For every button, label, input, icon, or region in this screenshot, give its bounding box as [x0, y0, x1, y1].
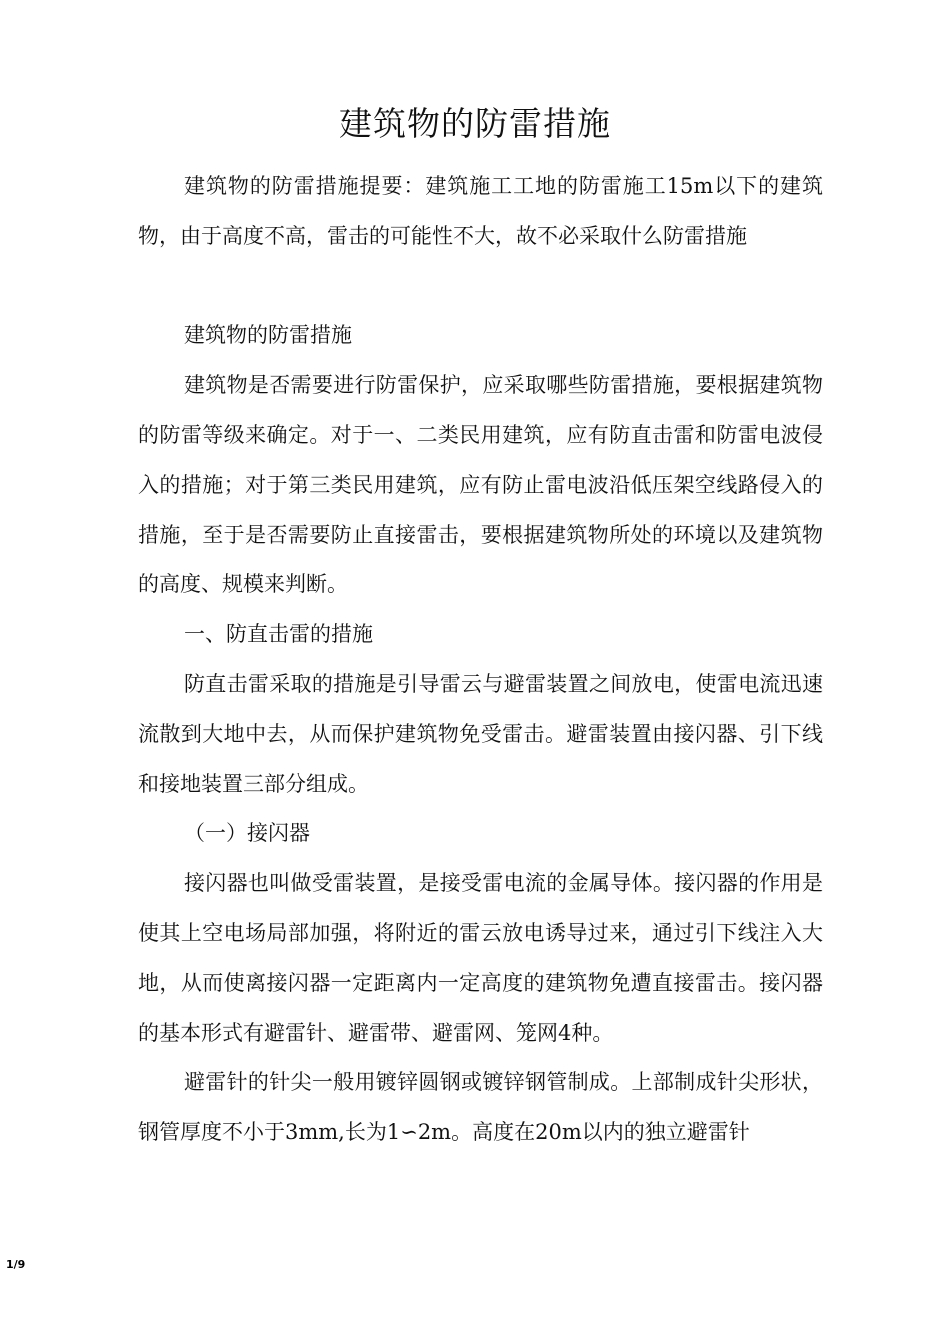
- body-paragraph: 防直击雷采取的措施是引导雷云与避雷装置之间放电，使雷电流迅速流散到大地中去，从而保护建筑物免受雷击。避雷装置由接闪器、引下线和接地装置三部分组成。: [138, 671, 823, 796]
- body-paragraph: 建筑物是否需要进行防雷保护，应采取哪些防雷措施，要根据建筑物的防雷等级来确定。对于一、二类民用建筑，应有防直击雷和防雷电波侵入的措施；对于第三类民用建筑，应有防止雷电波沿低压架空线路侵入的措施，至于是否需要防止直接雷击，要根据建筑物所处的环境以及建筑物的高度、规模来判断。: [138, 373, 823, 597]
- body-paragraph: 接闪器也叫做受雷装置，是接受雷电流的金属导体。接闪器的作用是使其上空电场局部加强，将附近的雷云放电诱导过来，通过引下线注入大地，从而使离接闪器一定距离内一定高度的建筑物免遭直接雷击。接闪器的基本形式有避雷针、避雷带、避雷网、笼网4种。: [138, 871, 823, 1045]
- page-number: 1/9: [6, 1258, 26, 1271]
- document-body: [138, 162, 823, 1158]
- body-paragraph: 避雷针的针尖一般用镀锌圆钢或镀锌钢管制成。上部制成针尖形状，钢管厚度不小于3mm,长为1∽2m。高度在20m以内的独立避雷针: [138, 1070, 823, 1145]
- document-title: 建筑物的防雷措施: [339, 104, 611, 143]
- section-heading: 一、防直击雷的措施: [184, 622, 373, 647]
- subsection-heading: （一）接闪器: [184, 821, 310, 846]
- summary-paragraph: 建筑物的防雷措施提要：建筑施工工地的防雷施工15m以下的建筑物，由于高度不高，雷击的可能性不大，故不必采取什么防雷措施: [138, 174, 823, 248]
- section-heading: 建筑物的防雷措施: [184, 323, 352, 348]
